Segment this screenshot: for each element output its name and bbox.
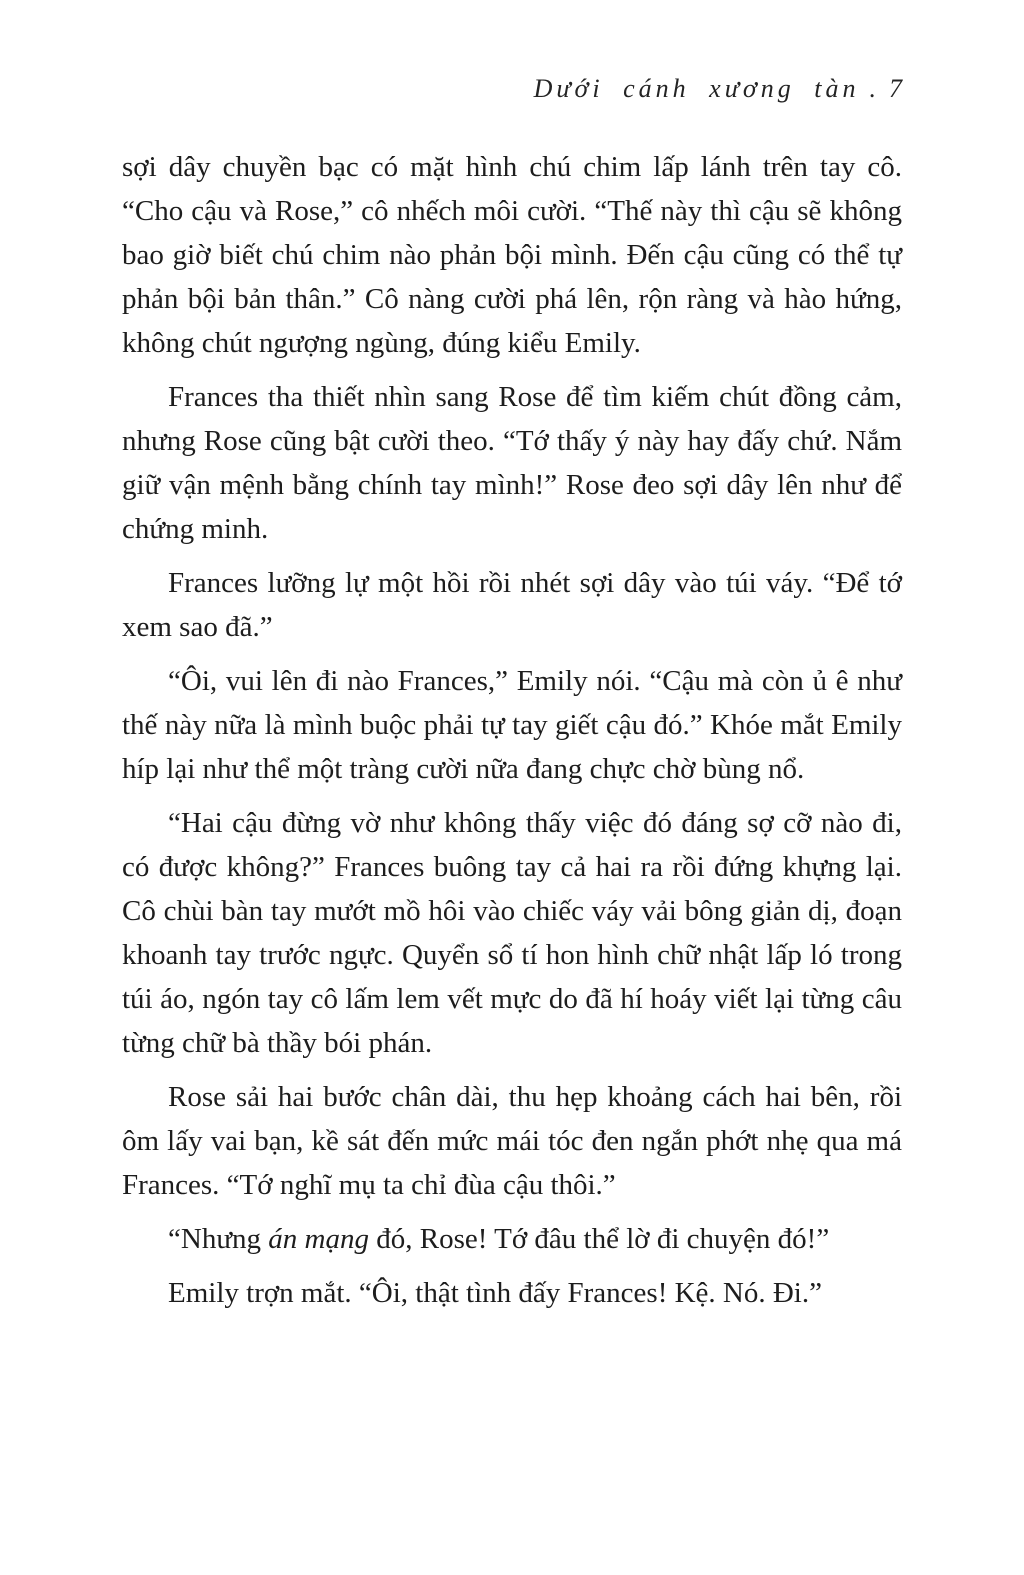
- text-segment: Frances tha thiết nhìn sang Rose để tìm kiếm chút đồng cảm, nhưng Rose cũng bật cười theo. “Tớ thấy ý này hay đấy chứ. Nắm giữ vận mệnh bằng chính tay mình!” Rose đeo sợi dây lên như để chứng minh.: [122, 381, 902, 545]
- running-header-separator: .: [869, 74, 876, 103]
- paragraph: [122, 1271, 902, 1315]
- running-header: [122, 74, 902, 104]
- italic-phrase: án mạng: [268, 1223, 369, 1255]
- text-segment: Emily trợn mắt. “Ôi, thật tình đấy Frances! Kệ. Nó. Đi.”: [168, 1277, 822, 1309]
- text-segment: sợi dây chuyền bạc có mặt hình chú chim lấp lánh trên tay cô. “Cho cậu và Rose,” cô nhếch môi cười. “Thế này thì cậu sẽ không bao giờ biết chú chim nào phản bội mình. Đến cậu cũng có thể tự phản bội bản thân.” Cô nàng cười phá lên, rộn ràng và hào hứng, không chút ngượng ngùng, đúng kiểu Emily.: [122, 151, 902, 359]
- paragraph: [122, 659, 902, 791]
- running-header-title: Dưới cánh xương tàn: [533, 74, 860, 103]
- text-segment: “Nhưng: [168, 1223, 269, 1255]
- paragraph: [122, 1075, 902, 1207]
- text-segment: đó, Rose! Tớ đâu thể lờ đi chuyện đó!”: [369, 1223, 830, 1255]
- text-segment: “Ôi, vui lên đi nào Frances,” Emily nói. “Cậu mà còn ủ ê như thế này nữa là mình buộc phải tự tay giết cậu đó.” Khóe mắt Emily híp lại như thể một tràng cười nữa đang chực chờ bùng nổ.: [122, 665, 902, 785]
- page-number: 7: [889, 74, 902, 103]
- paragraph: [122, 1217, 902, 1261]
- paragraph: [122, 801, 902, 1065]
- text-segment: Frances lưỡng lự một hồi rồi nhét sợi dây vào túi váy. “Để tớ xem sao đã.”: [122, 567, 902, 643]
- paragraph: [122, 145, 902, 365]
- page-body: [122, 145, 902, 1315]
- text-segment: “Hai cậu đừng vờ như không thấy việc đó đáng sợ cỡ nào đi, có được không?” Frances buông tay cả hai ra rồi đứng khựng lại. Cô chùi bàn tay mướt mồ hôi vào chiếc váy vải bông giản dị, đoạn khoanh tay trước ngực. Quyển sổ tí hon hình chữ nhật lấp ló trong túi áo, ngón tay cô lấm lem vết mực do đã hí hoáy viết lại từng câu từng chữ bà thầy bói phán.: [122, 807, 902, 1059]
- paragraph: [122, 561, 902, 649]
- text-segment: Rose sải hai bước chân dài, thu hẹp khoảng cách hai bên, rồi ôm lấy vai bạn, kề sát đến mức mái tóc đen ngắn phớt nhẹ qua má Frances. “Tớ nghĩ mụ ta chỉ đùa cậu thôi.”: [122, 1081, 902, 1201]
- paragraph: [122, 375, 902, 551]
